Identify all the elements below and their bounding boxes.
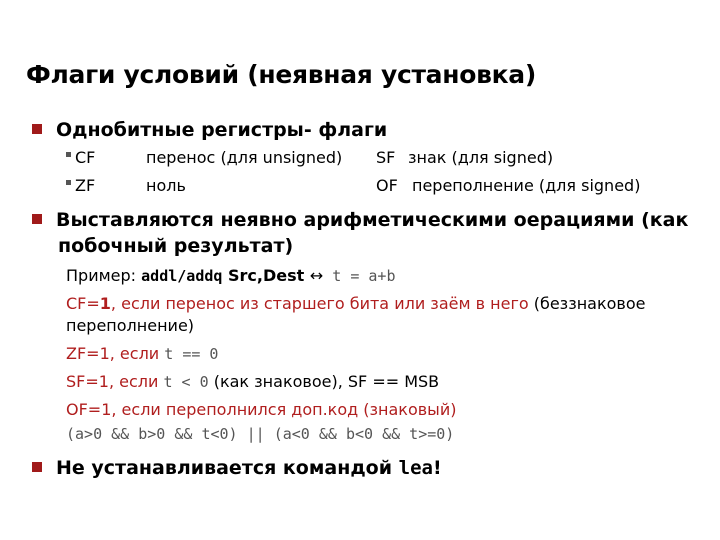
- example-operands: Src,Dest: [222, 266, 310, 285]
- bullet-lea: [32, 456, 442, 480]
- cf-line: [66, 294, 645, 314]
- example-line: [66, 266, 396, 286]
- flag-desc: переполнение (для signed): [412, 176, 641, 195]
- example-label: Пример:: [66, 266, 142, 285]
- bullet-square-icon: [32, 214, 42, 224]
- zf-code: t == 0: [164, 345, 219, 363]
- bullet-square-icon: [32, 124, 42, 134]
- sf-note: (как знаковое), SF == MSB: [208, 372, 440, 391]
- example-code-expr: t = a+b: [323, 267, 396, 285]
- bullet-lea-code: lea: [398, 457, 433, 479]
- cf-note-cont: переполнение): [66, 316, 195, 335]
- flag-desc: перенос (для unsigned): [146, 148, 343, 167]
- cf-value: 1: [99, 294, 111, 313]
- cf-note: (беззнаковое: [528, 294, 646, 313]
- flag-desc: ноль: [146, 176, 186, 195]
- sf-condition: SF=1, если: [66, 372, 164, 391]
- bullet-square-icon: [32, 462, 42, 472]
- sf-line: [66, 372, 439, 392]
- zf-condition: ZF=1, если: [66, 344, 165, 363]
- flag-name: OF: [376, 176, 398, 195]
- page-title: Флаги условий (неявная установка): [26, 60, 536, 89]
- bullet-flags-text: Однобитные регистры- флаги: [56, 119, 388, 141]
- arrow-icon: ↔: [309, 266, 324, 285]
- bullet-implicit-line2: побочный результат): [58, 235, 294, 257]
- bullet-implicit-line1: Выставляются неявно арифметическими оерациями (как: [56, 209, 689, 231]
- sub-bullet-icon: [66, 152, 71, 157]
- bullet-lea-text: Не устанавливается командой: [56, 457, 399, 479]
- flag-row-cf: [66, 148, 95, 168]
- example-code-instr: addl/addq: [141, 267, 223, 285]
- zf-line: [66, 344, 218, 364]
- bullet-lea-end: !: [433, 457, 442, 479]
- of-code-line: [66, 424, 454, 444]
- of-line: [66, 400, 456, 420]
- sub-bullet-icon: [66, 180, 71, 185]
- flag-name: CF: [75, 148, 96, 167]
- flag-name: ZF: [75, 176, 96, 195]
- flag-name: SF: [376, 148, 396, 167]
- flag-desc: знак (для signed): [408, 148, 554, 167]
- bullet-implicit: [32, 208, 688, 232]
- cf-condition: , если перенос из старшего бита или заём в него: [110, 294, 529, 313]
- of-code: (a>0 && b>0 && t<0) || (a<0 && b<0 && t>=0): [66, 425, 455, 443]
- cf-prefix: CF=: [66, 294, 100, 313]
- sf-code: t < 0: [163, 373, 209, 391]
- flag-row-zf: [66, 176, 95, 196]
- of-condition: OF=1, если переполнился доп.код (знаковый): [66, 400, 457, 419]
- bullet-flags: [32, 118, 387, 142]
